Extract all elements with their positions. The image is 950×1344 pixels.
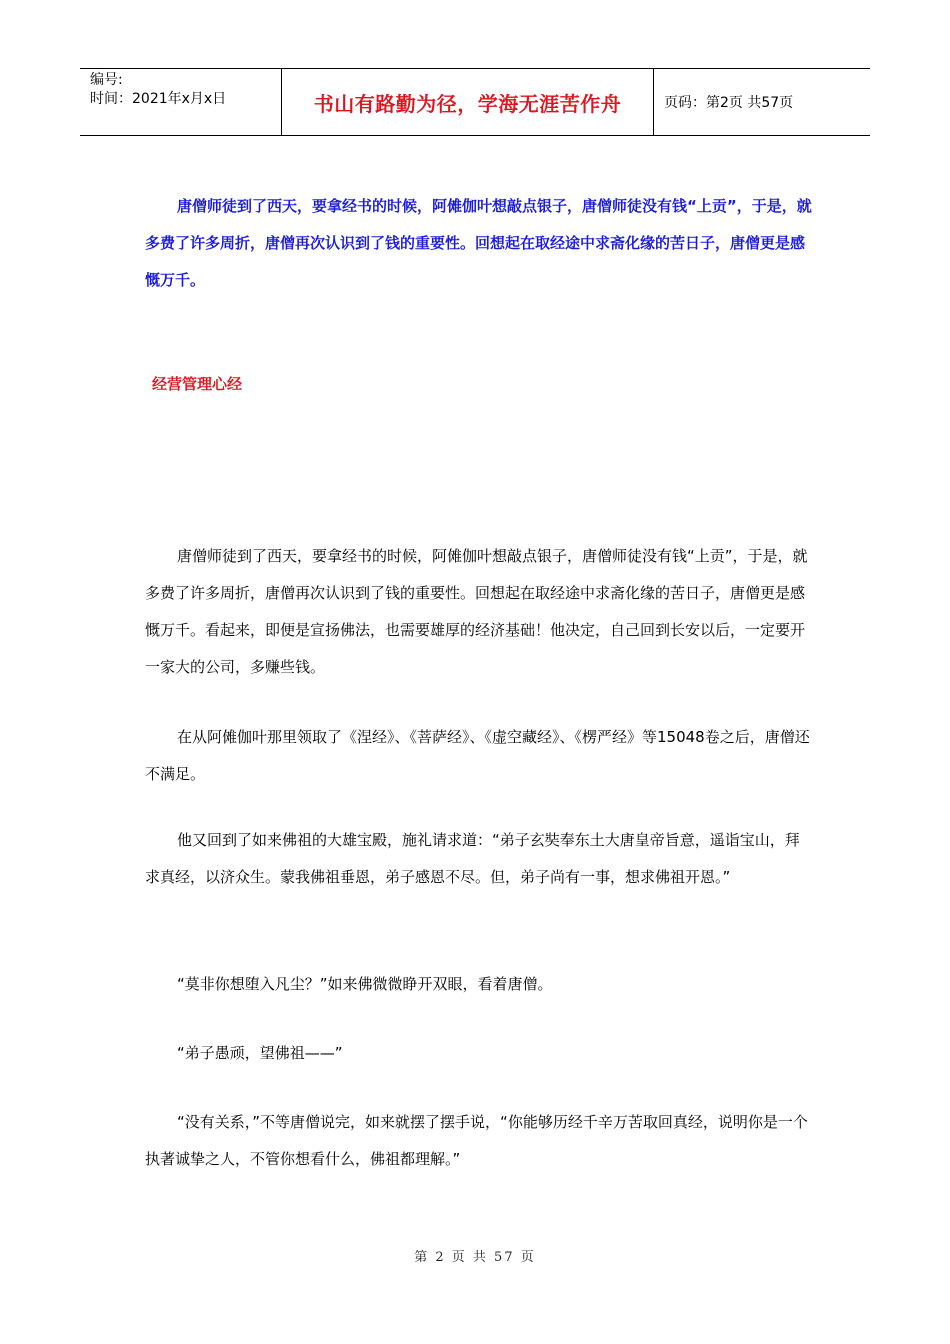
body-paragraph-6: “没有关系，”不等唐僧说完，如来就摆了摆手说，“你能够历经千辛万苦取回真经，说明你是一个执著诚挚之人，不管你想看什么，佛祖都理解。” xyxy=(145,1113,808,1168)
body-paragraph-1: 唐僧师徒到了西天，要拿经书的时候，阿傩伽叶想敲点银子，唐僧师徒没有钱“上贡”，于是，就多费了许多周折，唐僧再次认识到了钱的重要性。回想起在取经途中求斋化缘的苦日子，唐僧更是感慨万千。看起来，即便是宣扬佛法，也需要雄厚的经济基础！他决定，自己回到长安以后，一定要开一家大的公司，多赚些钱。 xyxy=(145,547,808,676)
body-paragraph-3: 他又回到了如来佛祖的大雄宝殿，施礼请求道：“弟子玄奘奉东土大唐皇帝旨意，遥诣宝山，拜求真经，以济众生。蒙我佛祖垂恩，弟子感恩不尽。但，弟子尚有一事，想求佛祖开恩。” xyxy=(145,831,800,886)
header-motto: 书山有路勤为径，学海无涯苦作舟 xyxy=(282,69,654,135)
body-paragraph-5: “弟子愚顽，望佛祖——” xyxy=(177,1044,343,1062)
header-meta xyxy=(80,69,282,135)
intro-paragraph: 唐僧师徒到了西天，要拿经书的时候，阿傩伽叶想敲点银子，唐僧师徒没有钱“上贡”，于是，就多费了许多周折，唐僧再次认识到了钱的重要性。回想起在取经途中求斋化缘的苦日子，唐僧更是感慨万千。 xyxy=(145,197,812,289)
document-time-label: 时间：2021年x月x日 xyxy=(90,91,227,107)
header-page-info: 页码：第2页 共57页 xyxy=(664,95,794,111)
body-paragraph-2: 在从阿傩伽叶那里领取了《涅经》、《菩萨经》、《虚空藏经》、《楞严经》等15048卷之后，唐僧还不满足。 xyxy=(145,728,810,783)
body-paragraph-4: “莫非你想堕入凡尘？”如来佛微微睁开双眼，看着唐僧。 xyxy=(177,975,553,993)
section-title: 经营管理心经 xyxy=(152,375,243,393)
page-header xyxy=(80,68,870,136)
document-number-label: 编号: xyxy=(90,72,123,88)
page-footer: 第 2 页 共 57 页 xyxy=(414,1250,536,1265)
